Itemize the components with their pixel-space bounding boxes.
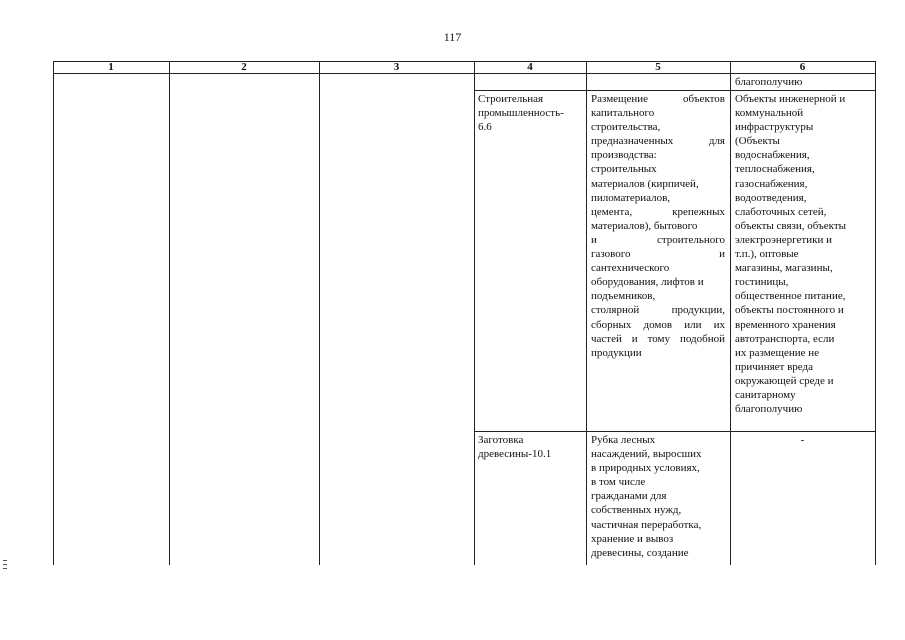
text-line: водоотведения, xyxy=(735,191,807,204)
text-line: их размещение не xyxy=(735,346,820,359)
text-line: гражданами для xyxy=(591,490,667,503)
table-border-left xyxy=(53,61,54,565)
header-col-5: 5 xyxy=(655,61,661,73)
header-col-4: 4 xyxy=(527,61,533,73)
text-line: газоснабжения, xyxy=(735,177,808,190)
text-line: оборудования, лифтов и xyxy=(591,276,704,289)
row1-col4-land-use-type xyxy=(478,92,584,134)
row2-col6-dash: - xyxy=(800,434,805,446)
text-line: пиломатериалов, xyxy=(591,191,671,204)
column-divider xyxy=(319,61,320,565)
text-line: (Объекты xyxy=(735,135,780,148)
document-table xyxy=(53,61,876,565)
margin-mark xyxy=(3,560,7,572)
text-line: древесины, создание xyxy=(591,546,689,559)
header-col-1: 1 xyxy=(108,61,114,73)
page-number: 117 xyxy=(443,30,462,44)
text-line: автотранспорта, если xyxy=(735,332,835,345)
row-divider xyxy=(474,431,876,432)
text-line: Объекты инженерной и xyxy=(735,93,846,105)
header-col-3: 3 xyxy=(393,61,400,73)
text-line: водоснабжения, xyxy=(735,149,810,162)
text-line: цемента, крепежных xyxy=(591,205,725,218)
text-line: объекты связи, объекты xyxy=(735,219,847,232)
text-line: частей и тому подобной xyxy=(591,332,725,345)
text-line: Строительная xyxy=(478,93,544,105)
text-line: теплоснабжения, xyxy=(735,163,815,176)
text-line: благополучию xyxy=(735,403,803,416)
text-line: строительства, xyxy=(591,121,661,134)
text-line: причиняет вреда xyxy=(735,360,813,373)
text-line: общественное питание, xyxy=(735,290,846,303)
text-line: материалов), бытового xyxy=(591,219,698,232)
text-line: собственных нужд, xyxy=(591,504,682,517)
column-divider xyxy=(586,61,587,565)
text-line: коммунальной xyxy=(735,107,804,120)
text-line: и строительного xyxy=(591,233,725,246)
row1-col6-objects xyxy=(735,92,873,416)
text-line: инфраструктуры xyxy=(735,121,814,134)
text-line: слаботочных сетей, xyxy=(735,205,827,218)
text-line: Размещение объектов xyxy=(591,93,725,105)
text-line: строительных xyxy=(591,163,657,176)
column-divider xyxy=(474,61,475,565)
text-line: насаждений, выросших xyxy=(591,448,702,461)
text-line: сантехнического xyxy=(591,262,670,275)
text-line: газового и xyxy=(591,248,725,261)
text-line: подъемников, xyxy=(591,290,656,303)
text-line: промышленность- xyxy=(478,107,564,120)
column-divider xyxy=(169,61,170,565)
text-line: продукции xyxy=(591,346,642,359)
row1-col5-description xyxy=(591,92,725,360)
row-divider xyxy=(474,90,876,91)
text-line: предназначенных для xyxy=(591,135,725,148)
row2-col5-description xyxy=(591,433,725,560)
text-line: магазины, магазины, xyxy=(735,262,833,275)
text-line: электроэнергетики и xyxy=(735,233,832,246)
column-divider xyxy=(730,61,731,565)
header-col-2: 2 xyxy=(241,61,247,73)
text-line: производства: xyxy=(591,149,657,162)
text-line: в том числе xyxy=(591,476,646,489)
text-line: санитарному xyxy=(735,388,796,401)
text-line: объекты постоянного и xyxy=(735,304,844,317)
text-line: сборных домов или их xyxy=(591,318,725,331)
text-line: 6.6 xyxy=(478,121,492,134)
text-line: капитального xyxy=(591,107,655,120)
row0-col6-text: благополучию xyxy=(735,76,803,88)
table-border-right xyxy=(875,61,876,565)
header-col-6: 6 xyxy=(799,61,806,73)
text-line: древесины-10.1 xyxy=(478,448,552,461)
text-line: окружающей среде и xyxy=(735,374,834,387)
text-line: Рубка лесных xyxy=(591,434,656,446)
text-line: столярной продукции, xyxy=(591,304,725,317)
text-line: временного хранения xyxy=(735,318,836,331)
text-line: хранение и вывоз xyxy=(591,532,674,545)
row2-col4-land-use-type xyxy=(478,433,584,461)
text-line: Заготовка xyxy=(478,434,524,446)
text-line: т.п.), оптовые xyxy=(735,248,799,261)
text-line: материалов (кирпичей, xyxy=(591,177,699,190)
header-divider xyxy=(53,73,876,74)
text-line: частичная переработка, xyxy=(591,518,702,531)
text-line: гостиницы, xyxy=(735,276,789,289)
text-line: в природных условиях, xyxy=(591,462,700,475)
